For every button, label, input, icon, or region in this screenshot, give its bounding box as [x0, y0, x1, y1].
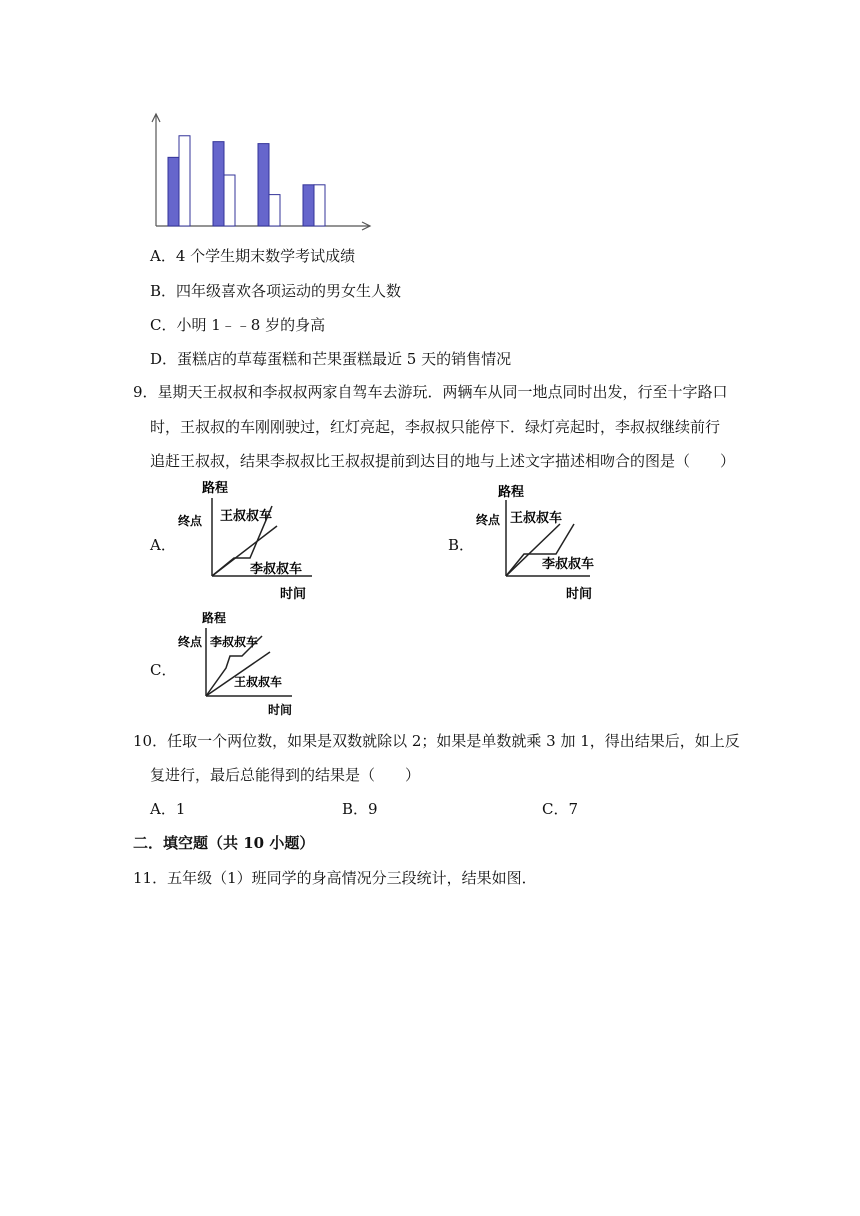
option-letter: B． [150, 282, 177, 300]
graph-xlabel: 时间 [268, 703, 293, 717]
option-text: 9 [368, 800, 378, 818]
graph-ylabel: 路程 [202, 481, 229, 496]
q11-line-1: 11．五年级（1）班同学的身高情况分三段统计，结果如图． [133, 869, 537, 887]
graph-lower-label: 李叔叔车 [250, 562, 303, 577]
bar-1-series-2 [179, 136, 190, 226]
option-letter: D． [150, 350, 178, 368]
q10-option-c[interactable] [542, 799, 578, 819]
graph-end-label: 终点 [178, 514, 203, 528]
graph-upper-label: 李叔叔车 [210, 635, 259, 649]
option-letter: A． [150, 800, 176, 818]
q9-graph-c[interactable] [172, 606, 302, 718]
option-text: 1 [175, 800, 186, 818]
q10-option-b[interactable] [342, 799, 378, 819]
graph-ylabel: 路程 [498, 485, 525, 500]
option-text: 蛋糕店的草莓蛋糕和芒果蛋糕最近 5 天的销售情况 [177, 350, 512, 368]
option-letter: A． [150, 247, 176, 265]
graph-end-label: 终点 [476, 513, 501, 527]
q10-line-2: 复进行，最后总能得到的结果是（ ） [150, 766, 421, 784]
bar-1-series-1 [168, 157, 179, 226]
bar-3-series-1 [258, 144, 269, 226]
wang-line [206, 652, 270, 696]
graph-upper-label: 王叔叔车 [510, 511, 563, 526]
option-text: 4 个学生期末数学考试成绩 [175, 247, 356, 265]
option-text: 7 [568, 800, 579, 818]
graph-end-label: 终点 [178, 635, 203, 649]
bar-chart [140, 108, 380, 233]
question-number: 9． [133, 383, 158, 401]
graph-upper-label: 王叔叔车 [220, 509, 273, 524]
bar-3-series-2 [269, 195, 280, 226]
q8-option-b[interactable] [150, 281, 401, 301]
bar-2-series-2 [224, 175, 235, 226]
option-text: 小明 1﹣﹣8 岁的身高 [176, 316, 326, 334]
q9-option-a-letter[interactable]: A． [150, 536, 176, 554]
q9-option-b-letter[interactable]: B． [448, 536, 475, 554]
q8-option-d[interactable] [150, 349, 511, 369]
graph-xlabel: 时间 [280, 587, 307, 602]
option-letter: C． [150, 316, 177, 334]
question-number: 11． [133, 869, 168, 887]
q9-option-c-letter[interactable]: C． [150, 661, 177, 679]
q10-option-a[interactable] [150, 799, 185, 819]
bar-4-series-1 [303, 185, 314, 226]
graph-xlabel: 时间 [566, 587, 593, 602]
graph-lower-label: 王叔叔车 [234, 675, 283, 689]
q10-line-1: 10．任取一个两位数，如果是双数就除以 2；如果是单数就乘 3 加 1，得出结果后，如上反 [133, 732, 740, 750]
section-title: 二．填空题（共 10 小题） [133, 834, 315, 852]
q8-option-a[interactable] [150, 246, 355, 266]
q9-line-2: 时，王叔叔的车刚刚驶过，红灯亮起，李叔叔只能停下．绿灯亮起时，李叔叔继续前行 [150, 418, 721, 436]
q9-graph-a[interactable] [172, 478, 322, 608]
bar-2-series-1 [213, 142, 224, 226]
q9-graph-b[interactable] [470, 478, 620, 608]
option-text: 四年级喜欢各项运动的男女生人数 [176, 282, 402, 300]
graph-lower-label: 李叔叔车 [542, 557, 595, 572]
q8-option-c[interactable] [150, 315, 325, 335]
question-number: 10． [133, 732, 168, 750]
bar-4-series-2 [314, 185, 325, 226]
graph-ylabel: 路程 [202, 611, 227, 625]
option-letter: C． [542, 800, 569, 818]
option-letter: B． [342, 800, 369, 818]
q9-line-1: 9．星期天王叔叔和李叔叔两家自驾车去游玩．两辆车从同一地点同时出发，行至十字路口 [133, 383, 728, 401]
q9-line-3: 追赶王叔叔，结果李叔叔比王叔叔提前到达目的地与上述文字描述相吻合的图是（ ） [150, 452, 736, 470]
